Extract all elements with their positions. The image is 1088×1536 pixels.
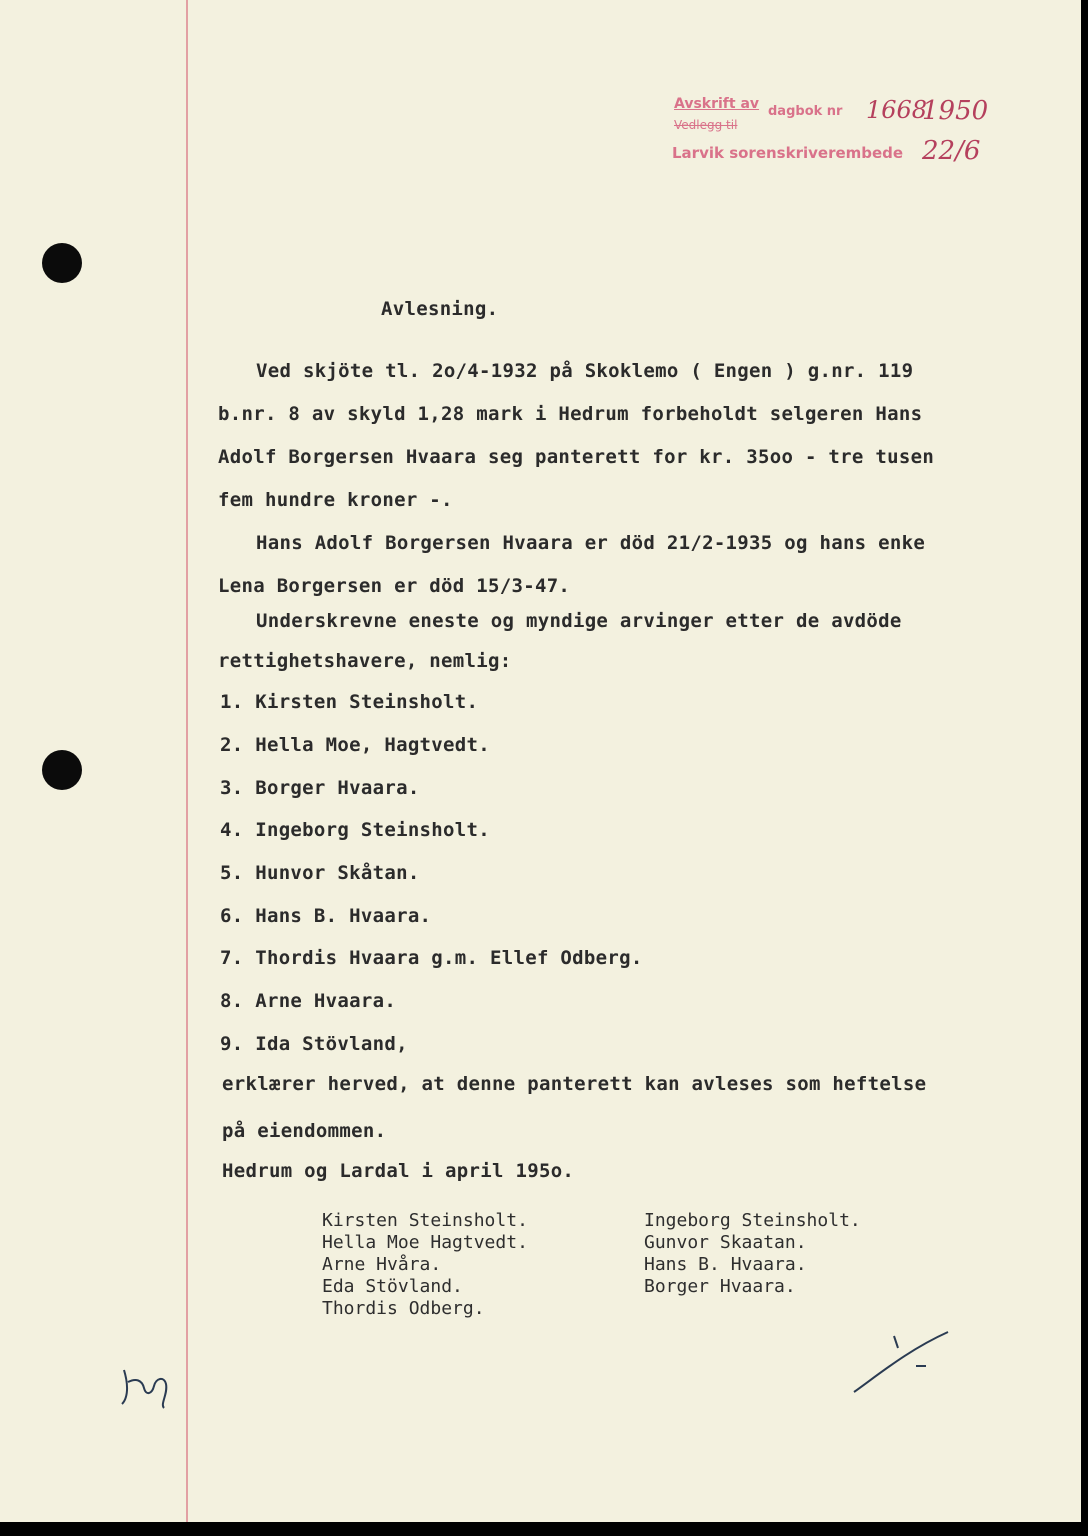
heir-list-item: 5. Hunvor Skåtan.: [220, 862, 420, 884]
signature-name: Gunvor Skaatan.: [644, 1232, 807, 1253]
handwritten-dagbok-number: 1668: [866, 96, 928, 124]
heir-list-item: 1. Kirsten Steinsholt.: [220, 691, 479, 713]
heir-list-item: 9. Ida Stövland,: [220, 1033, 408, 1055]
signature-name: Arne Hvåra.: [322, 1254, 442, 1275]
signature-name: Borger Hvaara.: [644, 1276, 796, 1297]
paragraph-line: Adolf Borgersen Hvaara seg panterett for kr. 35oo - tre tusen: [218, 446, 935, 468]
heir-list-item: 4. Ingeborg Steinsholt.: [220, 819, 490, 841]
handwritten-date: 22/6: [922, 136, 981, 166]
heir-list-item: 6. Hans B. Hvaara.: [220, 905, 432, 927]
signatures-left: [322, 1210, 528, 1320]
paragraph-line: Ved skjöte tl. 2o/4-1932 på Skoklemo ( Engen ) g.nr. 119: [256, 360, 914, 382]
handwritten-year: 1950: [922, 96, 989, 126]
punch-hole-top: [42, 243, 82, 283]
signature-name: Hella Moe Hagtvedt.: [322, 1232, 528, 1253]
heir-list-item: 8. Arne Hvaara.: [220, 990, 397, 1012]
signature-name: Hans B. Hvaara.: [644, 1254, 807, 1275]
paragraph-line: fem hundre kroner -.: [218, 489, 453, 511]
paragraph-line: rettighetshavere, nemlig:: [218, 650, 512, 672]
heir-list-item: 3. Borger Hvaara.: [220, 777, 420, 799]
signature-name: Eda Stövland.: [322, 1276, 463, 1297]
stamp-line-vedlegg: Vedlegg til: [674, 118, 738, 132]
place-date: Hedrum og Lardal i april 195o.: [222, 1160, 575, 1182]
signature-name: Thordis Odberg.: [322, 1298, 485, 1319]
paragraph-line: Lena Borgersen er död 15/3-47.: [218, 575, 571, 597]
heir-list-item: 7. Thordis Hvaara g.m. Ellef Odberg.: [220, 947, 643, 969]
stamp-line-avskrift: Avskrift av: [674, 96, 760, 112]
signatures-right: [644, 1210, 861, 1298]
stamp-line-dagbok: dagbok nr: [768, 104, 843, 119]
handwritten-initials: [118, 1360, 174, 1410]
signature-name: Ingeborg Steinsholt.: [644, 1210, 861, 1231]
heir-list-item: 2. Hella Moe, Hagtvedt.: [220, 734, 490, 756]
handwritten-checkmark: [848, 1330, 958, 1400]
punch-hole-bottom: [42, 750, 82, 790]
declaration-line: erklærer herved, at denne panterett kan avleses som heftelse: [222, 1073, 927, 1095]
signature-name: Kirsten Steinsholt.: [322, 1210, 528, 1231]
paragraph-line: b.nr. 8 av skyld 1,28 mark i Hedrum forbeholdt selgeren Hans: [218, 403, 923, 425]
paragraph-line: Underskrevne eneste og myndige arvinger etter de avdöde: [256, 610, 902, 632]
stamp-line-office: Larvik sorenskriverembede: [672, 144, 904, 162]
paragraph-line: Hans Adolf Borgersen Hvaara er död 21/2-1935 og hans enke: [256, 532, 926, 554]
margin-line: [186, 0, 188, 1522]
declaration-line: på eiendommen.: [222, 1120, 387, 1142]
document-title: Avlesning.: [381, 298, 499, 320]
